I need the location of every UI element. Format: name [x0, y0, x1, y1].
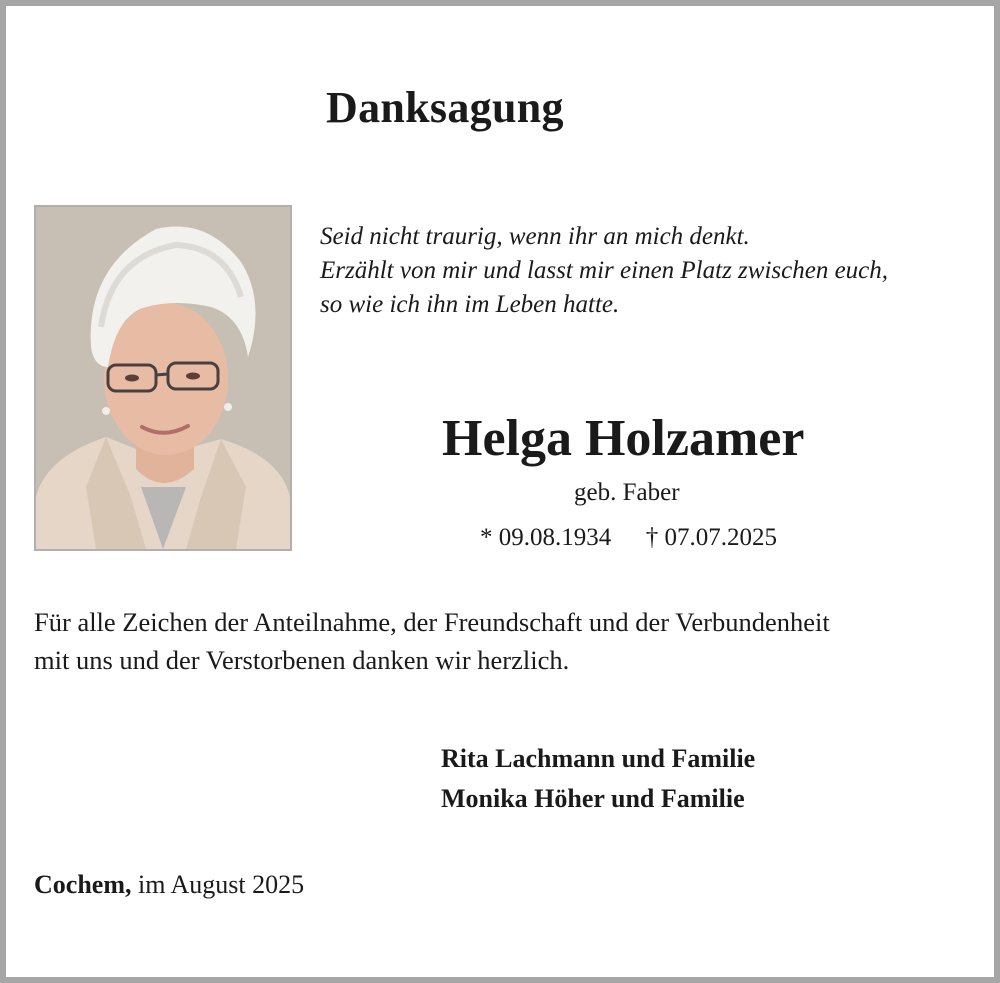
- signers: [441, 739, 755, 819]
- date: im August 2025: [137, 870, 305, 899]
- thanks-text: [34, 603, 830, 679]
- quote-line: Seid nicht traurig, wenn ihr an mich denkt.: [320, 223, 750, 250]
- signer: Monika Höher und Familie: [441, 784, 745, 813]
- signer: Rita Lachmann und Familie: [441, 744, 756, 773]
- thanks-line: Für alle Zeichen der Anteilnahme, der Freundschaft und der Verbundenheit: [34, 607, 830, 637]
- life-dates: [480, 524, 777, 552]
- quote-line: Erzählt von mir und lasst mir einen Platz zwischen euch,: [320, 257, 889, 284]
- heading: Danksagung: [326, 83, 564, 132]
- maiden-name: geb. Faber: [574, 479, 680, 506]
- death-date: † 07.07.2025: [645, 524, 777, 551]
- memorial-quote: [320, 220, 888, 322]
- portrait-photo: [34, 205, 292, 551]
- deceased-name: Helga Holzamer: [442, 410, 805, 467]
- place-and-date: [34, 870, 304, 900]
- place: Cochem,: [34, 870, 132, 899]
- thanks-line: mit uns und der Verstorbenen danken wir herzlich.: [34, 645, 570, 675]
- quote-line: so wie ich ihn im Leben hatte.: [320, 291, 620, 318]
- birth-date: * 09.08.1934: [480, 524, 612, 551]
